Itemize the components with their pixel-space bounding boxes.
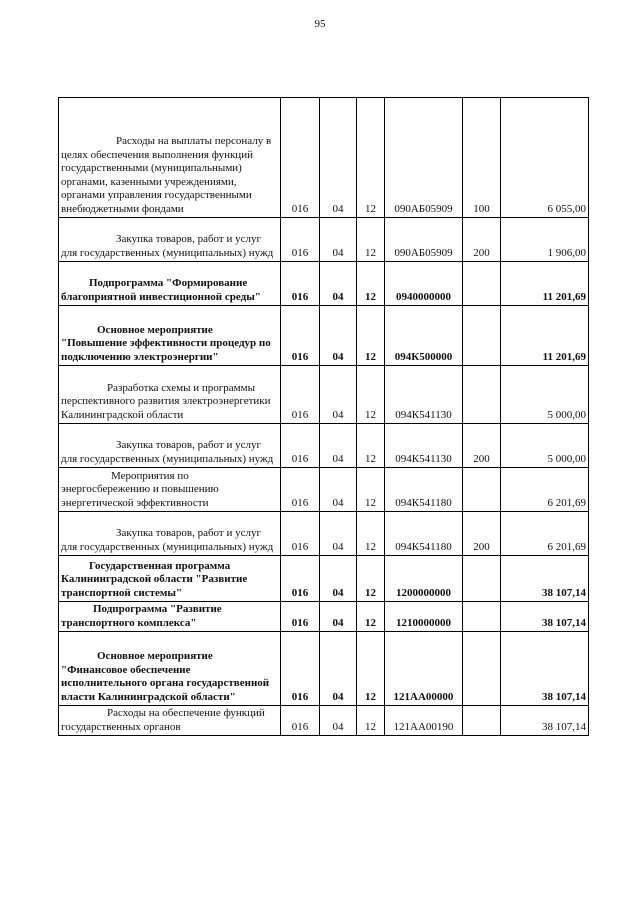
- table-row: [59, 306, 589, 366]
- row-sum: 1 906,00: [501, 218, 589, 262]
- row-rz: 04: [320, 512, 357, 556]
- row-sum: 5 000,00: [501, 424, 589, 468]
- row-vr: 200: [463, 218, 501, 262]
- row-ved: 016: [281, 468, 320, 512]
- table-row: [59, 98, 589, 218]
- row-rz: 04: [320, 632, 357, 706]
- row-sum: 6 201,69: [501, 468, 589, 512]
- row-ved: 016: [281, 262, 320, 306]
- row-ved: 016: [281, 556, 320, 602]
- budget-table: [58, 97, 589, 736]
- row-csr: 090АБ05909: [385, 98, 463, 218]
- row-name: Закупка товаров, работ и услуг для государственных (муниципальных) нужд: [59, 218, 281, 262]
- row-ved: 016: [281, 602, 320, 632]
- row-rz: 04: [320, 706, 357, 736]
- row-name: Закупка товаров, работ и услуг для государственных (муниципальных) нужд: [59, 512, 281, 556]
- row-rz: 04: [320, 218, 357, 262]
- row-csr: 0940000000: [385, 262, 463, 306]
- row-name: Подпрограмма "Развитие транспортного комплекса": [59, 602, 281, 632]
- table-row: [59, 262, 589, 306]
- row-ved: 016: [281, 218, 320, 262]
- row-ved: 016: [281, 424, 320, 468]
- row-rz: 04: [320, 424, 357, 468]
- row-ved: 016: [281, 306, 320, 366]
- row-sum: 6 201,69: [501, 512, 589, 556]
- row-vr: [463, 602, 501, 632]
- row-vr: 200: [463, 424, 501, 468]
- row-rz: 04: [320, 98, 357, 218]
- row-csr: 094К541130: [385, 424, 463, 468]
- row-pr: 12: [357, 262, 385, 306]
- row-csr: 1200000000: [385, 556, 463, 602]
- row-name: Разработка схемы и программы перспективного развития электроэнергетики Калининградской области: [59, 366, 281, 424]
- row-ved: 016: [281, 98, 320, 218]
- row-pr: 12: [357, 706, 385, 736]
- row-pr: 12: [357, 468, 385, 512]
- row-name: Основное мероприятие "Финансовое обеспечение исполнительного органа государственной власти Калининградской области": [59, 632, 281, 706]
- row-sum: 38 107,14: [501, 602, 589, 632]
- row-ved: 016: [281, 706, 320, 736]
- row-vr: [463, 306, 501, 366]
- row-rz: 04: [320, 262, 357, 306]
- row-rz: 04: [320, 468, 357, 512]
- row-name: Государственная программа Калининградской области "Развитие транспортной системы": [59, 556, 281, 602]
- table-row: [59, 218, 589, 262]
- row-pr: 12: [357, 218, 385, 262]
- table-row: [59, 512, 589, 556]
- row-vr: [463, 366, 501, 424]
- row-sum: 11 201,69: [501, 306, 589, 366]
- row-csr: 094К541180: [385, 512, 463, 556]
- row-pr: 12: [357, 602, 385, 632]
- row-ved: 016: [281, 632, 320, 706]
- row-name: Мероприятия по энергосбережению и повышению энергетической эффективности: [59, 468, 281, 512]
- table-row: [59, 602, 589, 632]
- table-row: [59, 468, 589, 512]
- row-pr: 12: [357, 512, 385, 556]
- row-csr: 094К541130: [385, 366, 463, 424]
- table-row: [59, 632, 589, 706]
- row-sum: 38 107,14: [501, 706, 589, 736]
- row-vr: [463, 632, 501, 706]
- table-row: [59, 556, 589, 602]
- row-pr: 12: [357, 424, 385, 468]
- row-vr: [463, 468, 501, 512]
- row-sum: 5 000,00: [501, 366, 589, 424]
- row-vr: [463, 706, 501, 736]
- row-rz: 04: [320, 556, 357, 602]
- row-csr: 090АБ05909: [385, 218, 463, 262]
- row-csr: 094К541180: [385, 468, 463, 512]
- row-vr: 200: [463, 512, 501, 556]
- row-pr: 12: [357, 98, 385, 218]
- row-csr: 121АА00000: [385, 632, 463, 706]
- row-name: Расходы на выплаты персоналу в целях обеспечения выполнения функций государственными (муниципальными) органами, казенными учреждениями, органами управления государственными внебюджетными фондами: [59, 98, 281, 218]
- row-csr: 1210000000: [385, 602, 463, 632]
- table-row: [59, 424, 589, 468]
- page-number: 95: [314, 18, 326, 30]
- row-name: Закупка товаров, работ и услуг для государственных (муниципальных) нужд: [59, 424, 281, 468]
- row-csr: 094К500000: [385, 306, 463, 366]
- row-csr: 121АА00190: [385, 706, 463, 736]
- row-name: Расходы на обеспечение функций государственных органов: [59, 706, 281, 736]
- row-rz: 04: [320, 602, 357, 632]
- row-sum: 38 107,14: [501, 632, 589, 706]
- row-rz: 04: [320, 366, 357, 424]
- row-pr: 12: [357, 556, 385, 602]
- row-pr: 12: [357, 632, 385, 706]
- row-rz: 04: [320, 306, 357, 366]
- row-vr: [463, 262, 501, 306]
- row-name: Подпрограмма "Формирование благоприятной инвестиционной среды": [59, 262, 281, 306]
- row-vr: [463, 556, 501, 602]
- row-sum: 6 055,00: [501, 98, 589, 218]
- table-row: [59, 366, 589, 424]
- table-row: [59, 706, 589, 736]
- row-vr: 100: [463, 98, 501, 218]
- row-ved: 016: [281, 512, 320, 556]
- row-pr: 12: [357, 366, 385, 424]
- row-sum: 11 201,69: [501, 262, 589, 306]
- row-ved: 016: [281, 366, 320, 424]
- row-sum: 38 107,14: [501, 556, 589, 602]
- row-name: Основное мероприятие "Повышение эффективности процедур по подключению электроэнергии": [59, 306, 281, 366]
- row-pr: 12: [357, 306, 385, 366]
